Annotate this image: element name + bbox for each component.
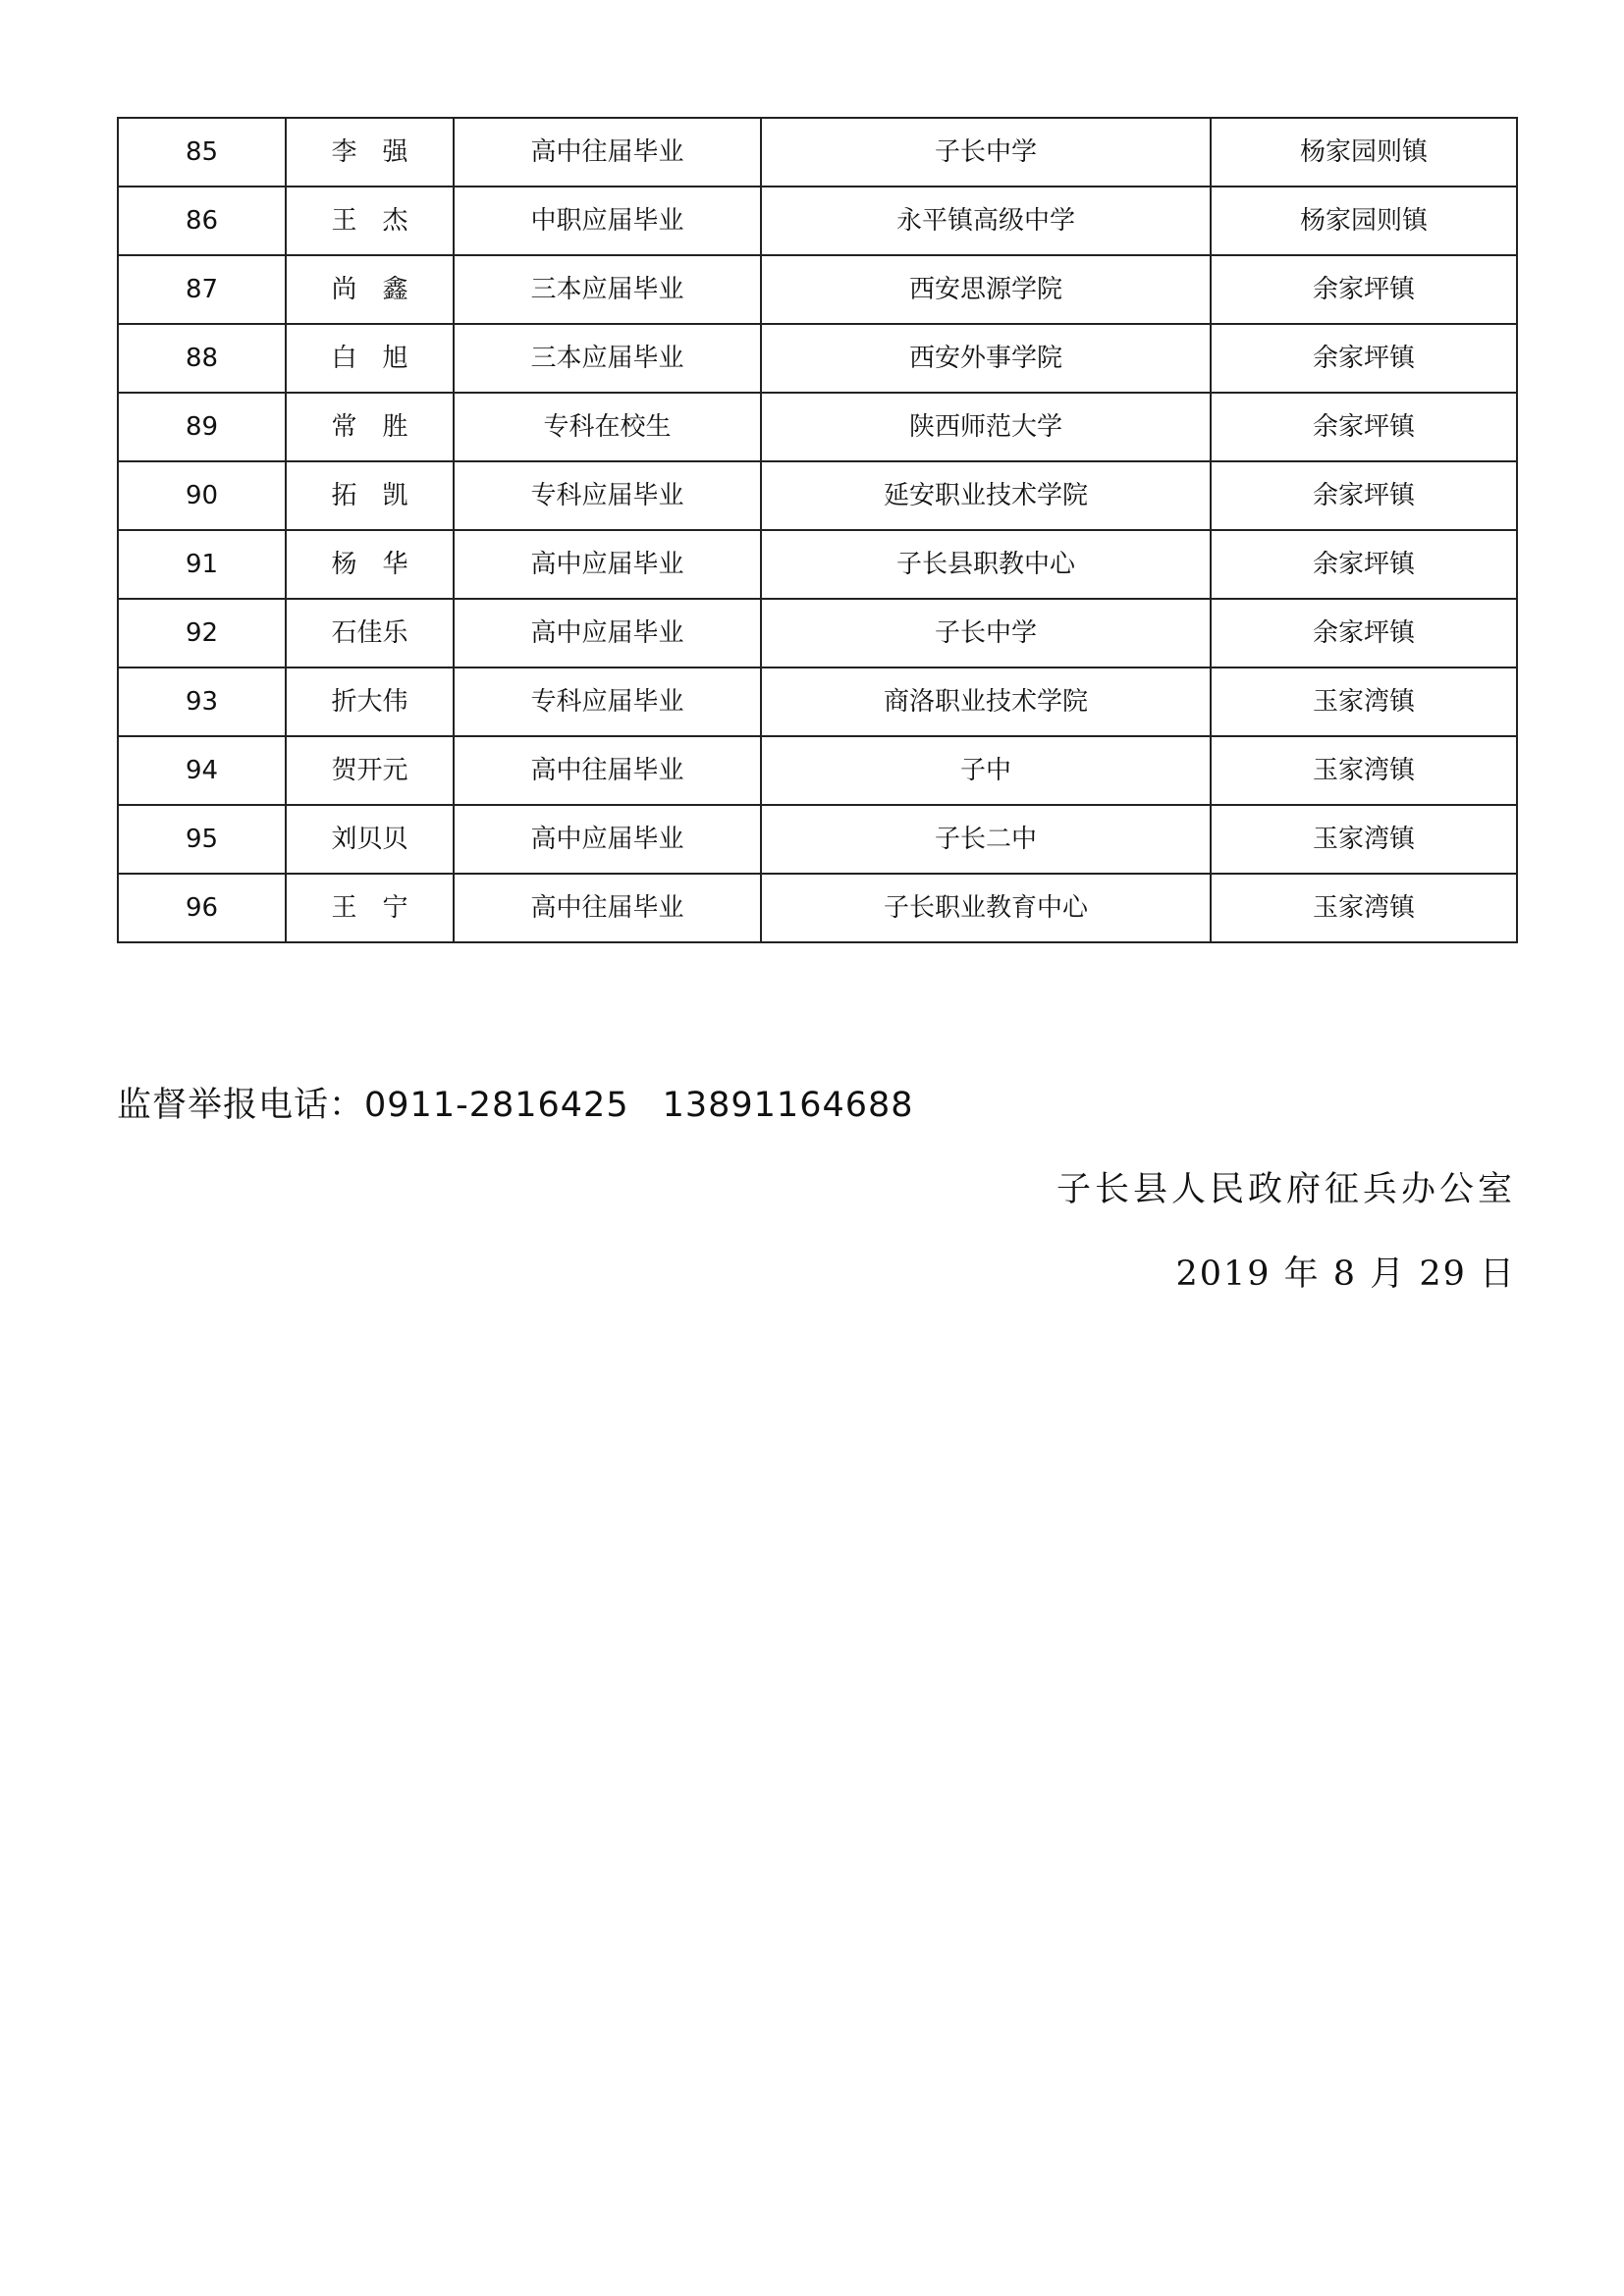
cell-education-status: 中职应届毕业 xyxy=(454,187,761,255)
cell-serial-number: 85 xyxy=(118,118,286,187)
table-row xyxy=(118,461,1517,530)
cell-township: 玉家湾镇 xyxy=(1211,667,1517,736)
cell-township: 余家坪镇 xyxy=(1211,461,1517,530)
table-row xyxy=(118,118,1517,187)
cell-name: 刘贝贝 xyxy=(286,805,454,874)
cell-serial-number: 96 xyxy=(118,874,286,942)
cell-education-status: 三本应届毕业 xyxy=(454,324,761,393)
cell-education-status: 专科在校生 xyxy=(454,393,761,461)
cell-serial-number: 92 xyxy=(118,599,286,667)
cell-education-status: 高中应届毕业 xyxy=(454,530,761,599)
cell-name: 杨 华 xyxy=(286,530,454,599)
recruit-roster-table xyxy=(117,117,1518,943)
cell-township: 余家坪镇 xyxy=(1211,530,1517,599)
cell-education-status: 专科应届毕业 xyxy=(454,667,761,736)
cell-township: 玉家湾镇 xyxy=(1211,736,1517,805)
cell-education-status: 高中应届毕业 xyxy=(454,805,761,874)
hotline-phone-1: 0911-2816425 xyxy=(364,1086,629,1125)
cell-name: 尚 鑫 xyxy=(286,255,454,324)
cell-serial-number: 91 xyxy=(118,530,286,599)
table-row xyxy=(118,393,1517,461)
cell-serial-number: 94 xyxy=(118,736,286,805)
cell-name: 常 胜 xyxy=(286,393,454,461)
cell-township: 余家坪镇 xyxy=(1211,324,1517,393)
cell-name: 拓 凯 xyxy=(286,461,454,530)
cell-school: 子长中学 xyxy=(761,118,1211,187)
cell-serial-number: 87 xyxy=(118,255,286,324)
cell-serial-number: 93 xyxy=(118,667,286,736)
cell-name: 白 旭 xyxy=(286,324,454,393)
cell-school: 子长县职教中心 xyxy=(761,530,1211,599)
cell-education-status: 高中应届毕业 xyxy=(454,599,761,667)
issue-date: 2019 年 8 月 29 日 xyxy=(1175,1255,1516,1294)
cell-township: 余家坪镇 xyxy=(1211,393,1517,461)
cell-serial-number: 86 xyxy=(118,187,286,255)
cell-serial-number: 90 xyxy=(118,461,286,530)
cell-township: 杨家园则镇 xyxy=(1211,187,1517,255)
cell-township: 玉家湾镇 xyxy=(1211,805,1517,874)
cell-school: 子长中学 xyxy=(761,599,1211,667)
cell-serial-number: 95 xyxy=(118,805,286,874)
cell-name: 王 杰 xyxy=(286,187,454,255)
table-row xyxy=(118,874,1517,942)
cell-name: 石佳乐 xyxy=(286,599,454,667)
cell-school: 商洛职业技术学院 xyxy=(761,667,1211,736)
cell-township: 杨家园则镇 xyxy=(1211,118,1517,187)
cell-education-status: 高中往届毕业 xyxy=(454,736,761,805)
cell-township: 玉家湾镇 xyxy=(1211,874,1517,942)
report-hotline xyxy=(117,1078,914,1127)
cell-school: 子中 xyxy=(761,736,1211,805)
cell-school: 延安职业技术学院 xyxy=(761,461,1211,530)
cell-serial-number: 88 xyxy=(118,324,286,393)
cell-township: 余家坪镇 xyxy=(1211,599,1517,667)
cell-school: 陕西师范大学 xyxy=(761,393,1211,461)
table-row xyxy=(118,599,1517,667)
cell-township: 余家坪镇 xyxy=(1211,255,1517,324)
cell-education-status: 三本应届毕业 xyxy=(454,255,761,324)
cell-school: 子长职业教育中心 xyxy=(761,874,1211,942)
table-row xyxy=(118,530,1517,599)
cell-school: 子长二中 xyxy=(761,805,1211,874)
cell-education-status: 高中往届毕业 xyxy=(454,118,761,187)
cell-school: 西安思源学院 xyxy=(761,255,1211,324)
table-row xyxy=(118,805,1517,874)
roster-body xyxy=(118,118,1517,942)
cell-school: 西安外事学院 xyxy=(761,324,1211,393)
hotline-phone-2: 13891164688 xyxy=(662,1086,914,1125)
cell-name: 贺开元 xyxy=(286,736,454,805)
cell-name: 折大伟 xyxy=(286,667,454,736)
hotline-label: 监督举报电话： xyxy=(117,1086,365,1125)
cell-name: 李 强 xyxy=(286,118,454,187)
table-row xyxy=(118,736,1517,805)
cell-school: 永平镇高级中学 xyxy=(761,187,1211,255)
table-row xyxy=(118,187,1517,255)
cell-education-status: 高中往届毕业 xyxy=(454,874,761,942)
cell-name: 王 宁 xyxy=(286,874,454,942)
cell-education-status: 专科应届毕业 xyxy=(454,461,761,530)
issuing-organization: 子长县人民政府征兵办公室 xyxy=(1056,1170,1516,1209)
table-row xyxy=(118,255,1517,324)
table-row xyxy=(118,667,1517,736)
table-row xyxy=(118,324,1517,393)
cell-serial-number: 89 xyxy=(118,393,286,461)
